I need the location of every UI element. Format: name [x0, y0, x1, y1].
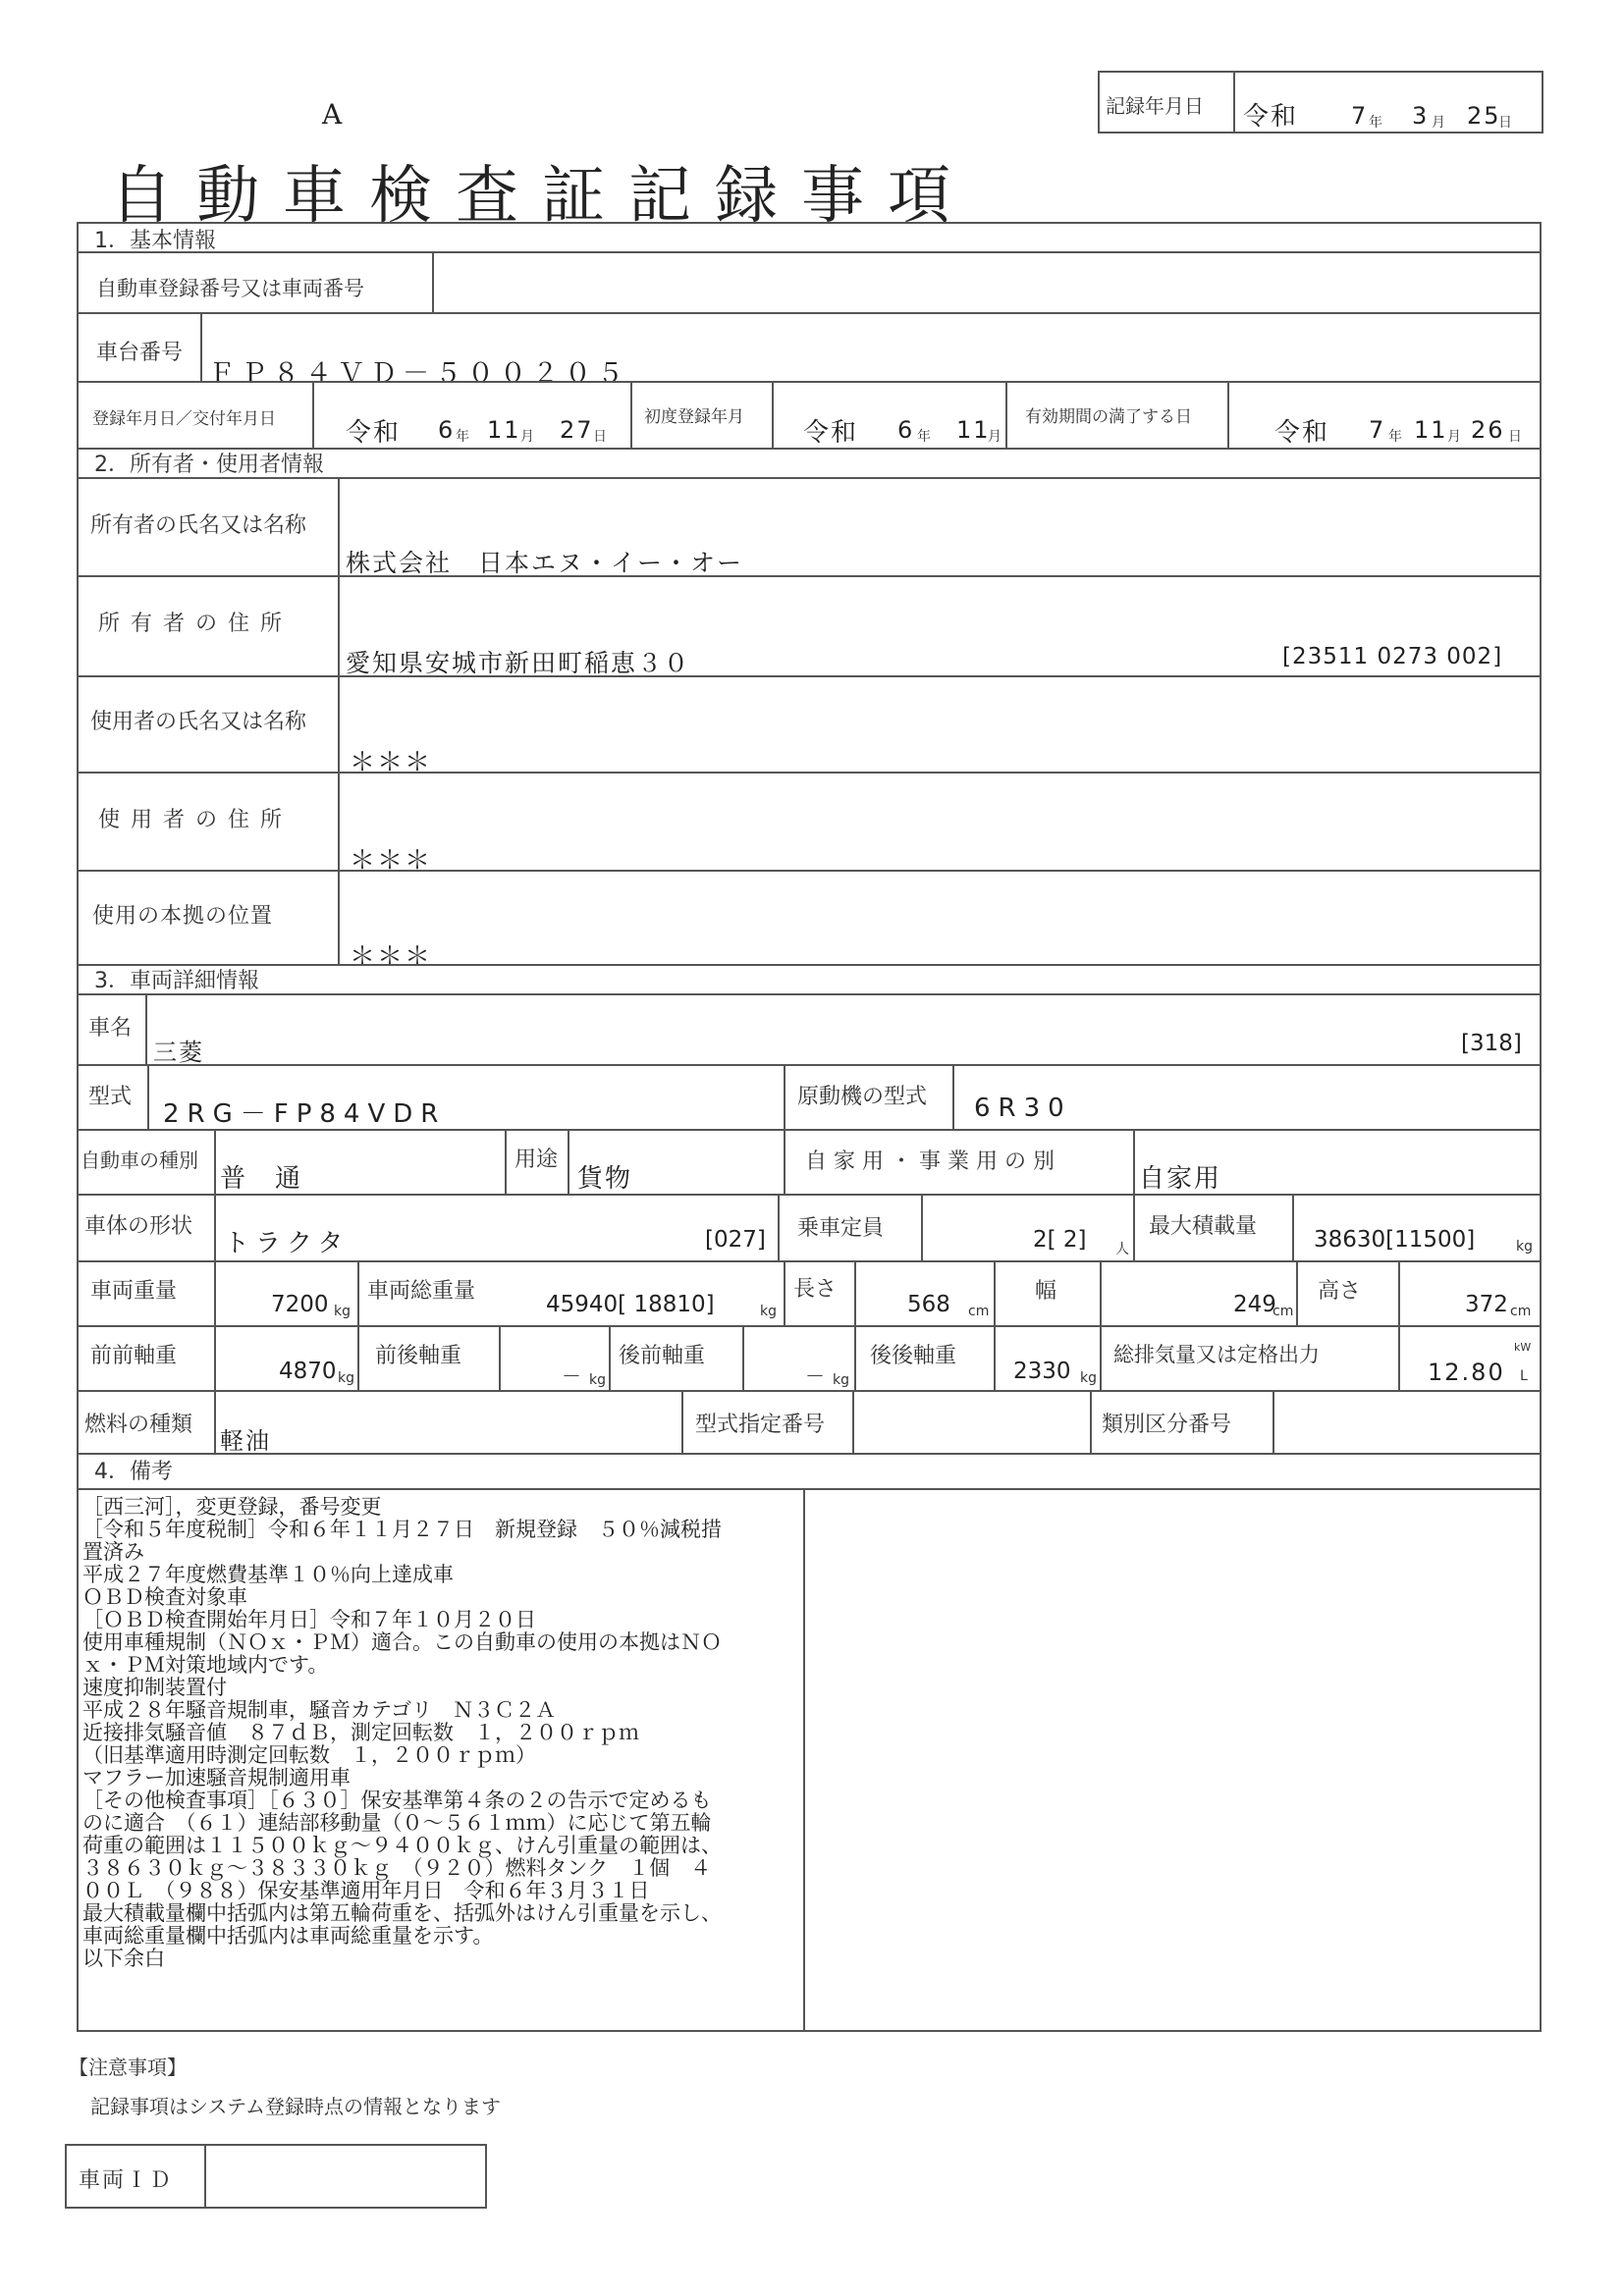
owner-address-label: 所 有 者 の 住 所: [98, 612, 284, 636]
owner-code: [23511 0273 002]: [1282, 644, 1503, 669]
owner-name-label: 所有者の氏名又は名称: [90, 513, 307, 538]
expiry-label: 有効期間の満了する日: [1025, 407, 1192, 427]
maker-label: 車名: [88, 1016, 133, 1041]
notes-title: 【注意事項】: [69, 2056, 187, 2079]
rf-axle-value: －: [805, 1364, 827, 1388]
maker-value: 三菱: [153, 1039, 204, 1066]
type-no-label: 型式指定番号: [695, 1413, 826, 1437]
remarks-line: 最大積載量欄中括弧内は第五輪荷重を、括弧外はけん引重量を示し、: [82, 1901, 722, 1925]
width-label: 幅: [1035, 1279, 1057, 1304]
user-address-label: 使 用 者 の 住 所: [98, 808, 284, 832]
remarks-line: ｘ・ＰＭ対策地域内です。: [82, 1653, 329, 1677]
reg-date-era: 令和: [346, 418, 402, 448]
use-label: 用途: [514, 1148, 559, 1172]
first-reg-label: 初度登録年月: [644, 407, 744, 427]
chassis-label: 車台番号: [96, 341, 184, 365]
body-label: 車体の形状: [84, 1214, 193, 1239]
engine-value: 6R30: [974, 1094, 1072, 1123]
first-reg-era: 令和: [803, 418, 859, 448]
weight-value: 7200: [271, 1292, 329, 1317]
remarks-line: ００Ｌ （９８８）保安基準適用年月日 令和６年３月３１日: [82, 1879, 650, 1902]
gross-label: 車両総重量: [367, 1279, 476, 1304]
user-name-value: ＊＊＊: [350, 748, 433, 777]
remarks-line: 車両総重量欄中括弧内は車両総重量を示す。: [82, 1924, 494, 1948]
notes-text: 記録事項はシステム登録時点の情報となります: [90, 2095, 501, 2118]
remarks-line: 置済み: [82, 1540, 144, 1564]
remarks-line: 速度抑制装置付: [82, 1676, 227, 1699]
remarks-line: ［西三河］，変更登録，番号変更: [82, 1495, 382, 1519]
maker-code: [318]: [1461, 1031, 1522, 1056]
ff-axle-value: 4870: [279, 1359, 337, 1384]
length-label: 長さ: [793, 1277, 838, 1302]
vehicle-id-label: 車両ＩＤ: [79, 2168, 174, 2193]
page-title: 自動車検査証記録事項: [110, 160, 974, 233]
user-name-label: 使用者の氏名又は名称: [90, 710, 307, 734]
owner-address-value: 愛知県安城市新田町稲恵３０: [346, 649, 691, 677]
width-value: 249: [1233, 1292, 1276, 1317]
rr-axle-label: 後後軸重: [870, 1344, 957, 1368]
page-mark: A: [322, 98, 343, 131]
body-value: トラクタ: [224, 1229, 350, 1258]
remarks-line: ＯＢＤ検査対象車: [82, 1585, 247, 1609]
class-no-label: 類別区分番号: [1102, 1413, 1232, 1437]
remarks-line: ３８６３０ｋｇ～３８３３０ｋｇ （９２０）燃料タンク １個 ４: [82, 1856, 712, 1880]
rf-axle-label: 後前軸重: [619, 1344, 706, 1368]
owner-name-value: 株式会社 日本エヌ・イー・オー: [346, 549, 744, 577]
record-date-era: 令和: [1243, 102, 1299, 132]
private-label: 自 家 用 ・ 事 業 用 の 別: [805, 1149, 1055, 1174]
record-date-month: 3: [1412, 102, 1430, 130]
max-load-label: 最大積載量: [1149, 1214, 1258, 1239]
chassis-value: ＦＰ８４ＶＤ－５００２０５: [208, 358, 629, 389]
fuel-label: 燃料の種類: [84, 1413, 193, 1437]
gross-value: 45940[ 18810]: [546, 1292, 715, 1317]
reg-no-label: 自動車登録番号又は車両番号: [96, 277, 364, 300]
remarks-line: 荷重の範囲は１１５００ｋｇ～９４００ｋｇ、けん引重量の範囲は、: [82, 1834, 722, 1857]
reg-date-label: 登録年月日／交付年月日: [92, 409, 276, 429]
section1-title: 1．基本情報: [94, 229, 216, 253]
height-label: 高さ: [1318, 1279, 1362, 1304]
remarks-line: 以下余白: [82, 1947, 165, 1970]
engine-label: 原動機の型式: [797, 1085, 928, 1109]
section4-title: 4．備考: [94, 1460, 173, 1484]
max-load-value: 38630[11500]: [1314, 1227, 1476, 1253]
body-code: [027]: [705, 1227, 766, 1253]
remarks-text: [82, 1496, 799, 1970]
remarks-line: マフラー加速騒音規制適用車: [82, 1766, 351, 1789]
base-label: 使用の本拠の位置: [92, 904, 274, 929]
remarks-line: のに適合 （６１）連結部移動量（０～５６１ｍｍ）に応じて第五輪: [82, 1811, 712, 1835]
record-date-day: 25: [1467, 102, 1501, 130]
remarks-line: （旧基準適用時測定回転数 １，２００ｒｐｍ）: [82, 1743, 536, 1767]
rr-axle-value: 2330: [1013, 1359, 1071, 1384]
weight-label: 車両重量: [90, 1279, 178, 1304]
use-value: 貨物: [577, 1164, 633, 1194]
model-value: 2RG－FP84VDR: [163, 1099, 447, 1129]
displacement-label: 総排気量又は定格出力: [1113, 1343, 1320, 1366]
base-value: ＊＊＊: [350, 942, 433, 972]
ff-axle-label: 前前軸重: [90, 1344, 178, 1368]
remarks-line: 平成２８年騒音規制車，騒音カテゴリ Ｎ３Ｃ２Ａ: [82, 1698, 557, 1722]
section2-title: 2．所有者・使用者情報: [94, 453, 324, 477]
length-value: 568: [907, 1292, 950, 1317]
height-value: 372: [1465, 1292, 1508, 1317]
remarks-line: 近接排気騒音値 ８７ｄＢ，測定回転数 １，２００ｒｐｍ: [82, 1721, 639, 1744]
kind-label: 自動車の種別: [81, 1148, 198, 1172]
model-label: 型式: [88, 1085, 133, 1109]
kind-value: 普 通: [220, 1164, 303, 1194]
remarks-line: 使用車種規制（ＮＯｘ・ＰＭ）適合。この自動車の使用の本拠はＮＯ: [82, 1630, 722, 1654]
fuel-value: 軽油: [220, 1427, 271, 1455]
capacity-label: 乗車定員: [797, 1216, 885, 1241]
capacity-value: 2[ 2]: [1033, 1227, 1087, 1253]
remarks-line: 平成２７年度燃費基準１０％向上達成車: [82, 1563, 454, 1586]
expiry-era: 令和: [1274, 418, 1330, 448]
section3-title: 3．車両詳細情報: [94, 969, 259, 993]
record-date-year: 7: [1351, 102, 1369, 130]
remarks-line: ［その他検査事項］［６３０］保安基準第４条の２の告示で定めるも: [82, 1789, 712, 1812]
record-date-label: 記録年月日: [1106, 94, 1204, 118]
remarks-line: ［ＯＢＤ検査開始年月日］令和７年１０月２０日: [82, 1608, 536, 1631]
remarks-line: ［令和５年度税制］令和６年１１月２７日 新規登録 ５０％減税措: [82, 1518, 722, 1541]
private-value: 自家用: [1139, 1164, 1222, 1194]
user-address-value: ＊＊＊: [350, 846, 433, 876]
fr-axle-label: 前後軸重: [375, 1344, 462, 1368]
displacement-value: 12.80: [1428, 1359, 1505, 1386]
fr-axle-value: －: [562, 1364, 583, 1388]
